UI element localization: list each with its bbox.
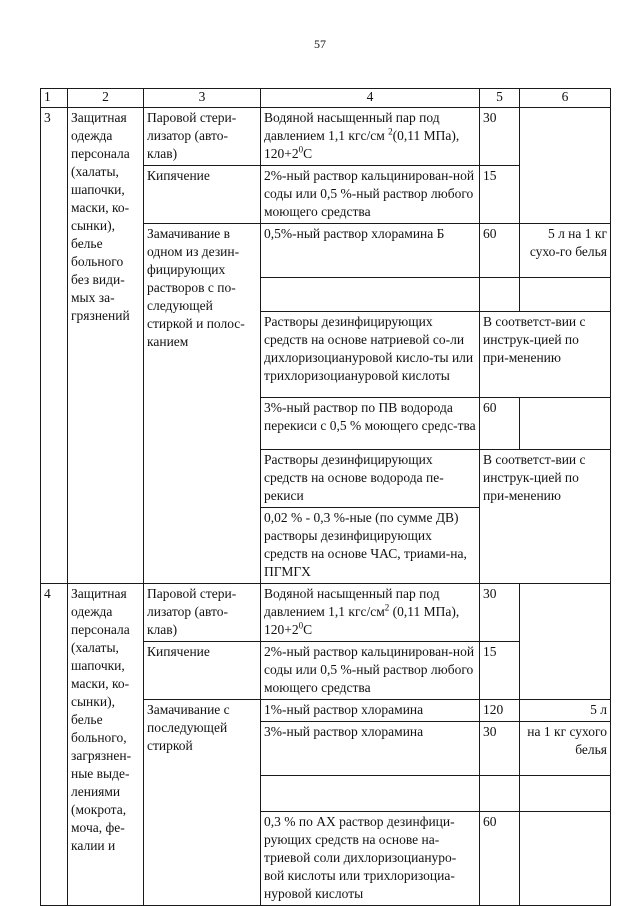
table-cell	[68, 108, 144, 584]
table-cell	[68, 584, 144, 906]
cell-text: Водяной насыщенный пар под давлением 1,1 кгс/см	[264, 110, 440, 143]
table-row	[41, 108, 611, 166]
column-number: 5	[480, 89, 520, 108]
table-cell	[261, 450, 480, 508]
cell-text: Водяной насыщенный пар под давлением 1,1 кгс/см	[264, 586, 440, 619]
table-cell	[144, 108, 261, 166]
table-cell	[480, 312, 611, 398]
cell-text: на 1 кг сухого белья	[527, 724, 607, 757]
table-cell	[480, 398, 520, 450]
table-cell	[520, 224, 611, 278]
cell-text: 60	[483, 226, 497, 241]
table-cell	[480, 224, 520, 278]
superscript-text: 2	[388, 126, 393, 137]
cell-text: 30	[483, 724, 497, 739]
cell-text: Растворы дезинфицирующих средств на основе натриевой со-ли дихлоризоциануровой кисло-ты или трихлоризоциануровой кислоты	[264, 314, 474, 383]
table-cell	[261, 776, 480, 812]
table-cell	[261, 108, 480, 166]
table-body	[41, 108, 611, 906]
column-number: 3	[144, 89, 261, 108]
table-cell	[520, 278, 611, 312]
table-cell	[144, 166, 261, 224]
cell-text: 4	[44, 586, 51, 601]
table-cell	[520, 584, 611, 700]
table-cell	[520, 108, 611, 224]
cell-text: 120	[483, 702, 504, 717]
table-cell	[520, 812, 611, 906]
table-cell	[261, 642, 480, 700]
table-cell	[144, 224, 261, 584]
table-cell	[261, 584, 480, 642]
cell-text: 60	[483, 400, 497, 415]
page-number: 57	[314, 37, 326, 51]
table-cell	[41, 108, 68, 584]
table-cell	[480, 700, 520, 722]
table-cell	[261, 722, 480, 776]
cell-text: Защитная одежда персонала (халаты, шапочки, маски, ко-сынки), белье больного, загрязнен-ные выде-лениями (мокрота, моча, фе-калии и	[71, 586, 132, 853]
cell-text: 5 л на 1 кг сухо-го белья	[529, 226, 607, 259]
disinfection-table	[40, 88, 611, 906]
table-cell	[480, 642, 520, 700]
cell-text: 15	[483, 168, 497, 183]
table-cell	[520, 398, 611, 450]
table-cell	[144, 642, 261, 700]
column-number-row	[41, 89, 611, 108]
table-cell	[41, 584, 68, 906]
cell-text: 30	[483, 586, 497, 601]
cell-text: 30	[483, 110, 497, 125]
table-cell	[480, 722, 520, 776]
table-cell	[480, 166, 520, 224]
table-cell	[261, 224, 480, 278]
table-cell	[261, 812, 480, 906]
cell-text: В соответст-вии с инструк-цией по при-менению	[483, 314, 586, 365]
cell-text: В соответст-вии с инструк-цией по при-менению	[483, 452, 586, 503]
table-cell	[480, 108, 520, 166]
cell-text: Кипячение	[147, 168, 210, 183]
table-cell	[480, 812, 520, 906]
cell-text: 3%-ный раствор хлорамина	[264, 724, 424, 739]
superscript-text: 0	[298, 144, 304, 155]
cell-text: (0,11 МПа), 120+2	[264, 604, 460, 637]
column-number: 6	[520, 89, 611, 108]
cell-text: 15	[483, 644, 497, 659]
table-cell	[261, 312, 480, 398]
cell-text: 60	[483, 814, 497, 829]
cell-text: Кипячение	[147, 644, 210, 659]
column-number: 4	[261, 89, 480, 108]
superscript-text: 2	[384, 602, 390, 613]
table-cell	[144, 584, 261, 642]
column-number: 2	[68, 89, 144, 108]
table-cell	[261, 278, 480, 312]
cell-text: 3	[44, 110, 51, 125]
superscript-text: 0	[298, 620, 304, 631]
cell-text: 1%-ный раствор хлорамина	[264, 702, 424, 717]
cell-text: 5 л	[590, 702, 607, 717]
table-cell	[261, 508, 480, 584]
table-cell	[261, 700, 480, 722]
cell-text: С	[303, 622, 313, 637]
cell-text: (0,11 МПа), 120+2	[264, 128, 460, 161]
table-cell	[520, 700, 611, 722]
cell-text: Паровой стери-лизатор (авто-клав)	[147, 586, 237, 637]
table-row	[41, 584, 611, 642]
column-number: 1	[41, 89, 68, 108]
cell-text: 2%-ный раствор кальцинирован-ной соды или 0,5 %-ный раствор любого моющего средства	[264, 644, 475, 695]
table-cell	[261, 398, 480, 450]
cell-text: 0,3 % по АХ раствор дезинфици-рующих средств на основе на-триевой соли дихлоризоциануро-вой кислоты или трихлоризоциа-нуровой кислоты	[264, 814, 457, 901]
cell-text: 2%-ный раствор кальцинирован-ной соды или 0,5 %-ный раствор любого моющего средства	[264, 168, 475, 219]
table-cell	[480, 584, 520, 642]
cell-text: Паровой стери-лизатор (авто-клав)	[147, 110, 237, 161]
cell-text: Замачивание с последующей стиркой	[147, 702, 230, 753]
table-cell	[480, 278, 520, 312]
cell-text: Растворы дезинфицирующих средств на основе водорода пе-рекиси	[264, 452, 444, 503]
table-cell	[520, 722, 611, 776]
table-cell	[520, 776, 611, 812]
table-cell	[480, 776, 520, 812]
cell-text: С	[303, 146, 313, 161]
cell-text: Замачивание в одном из дезин-фицирующих растворов с по-следующей стиркой и полос-канием	[147, 226, 245, 349]
cell-text: 0,02 % - 0,3 %-ные (по сумме ДВ) растворы дезинфицирующих средств на основе ЧАС, триами-на, ПГМГХ	[264, 510, 467, 579]
table-cell	[144, 700, 261, 906]
table-cell	[261, 166, 480, 224]
table-cell	[480, 450, 611, 584]
cell-text: 0,5%-ный раствор хлорамина Б	[264, 226, 445, 241]
cell-text: 3%-ный раствор по ПВ водорода перекиси с 0,5 % моющего средс-тва	[264, 400, 476, 433]
cell-text: Защитная одежда персонала (халаты, шапочки, маски, ко-сынки), белье больного без види-мых за-грязнений	[71, 110, 130, 323]
